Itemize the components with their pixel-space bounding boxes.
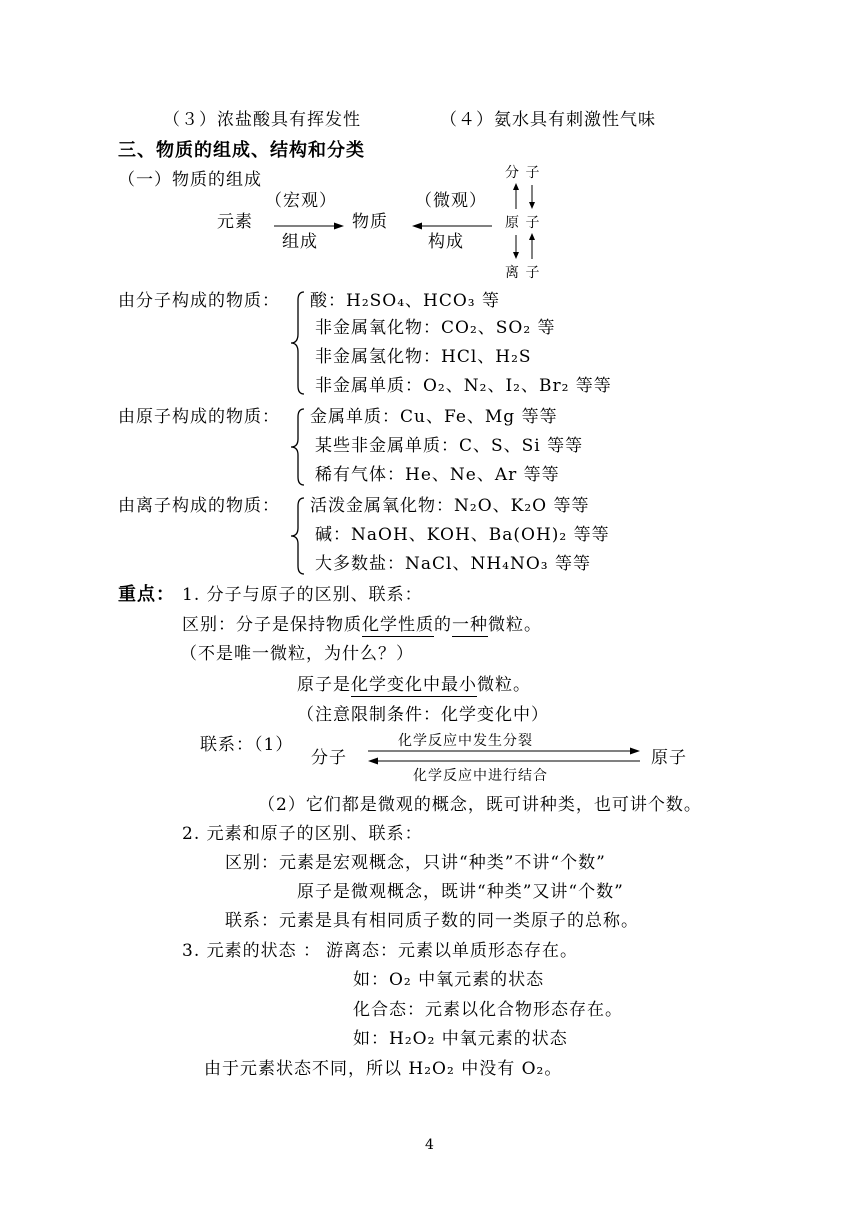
diagram-macro: （宏观） bbox=[265, 191, 337, 211]
diff-underline-1: 化学性质 bbox=[362, 615, 434, 635]
link-atom: 原子 bbox=[651, 748, 687, 768]
atom-definition bbox=[297, 675, 531, 695]
subsection-title: （一）物质的组成 bbox=[118, 170, 262, 190]
compose-arrow bbox=[274, 221, 344, 231]
section-title: 三、物质的组成、结构和分类 bbox=[118, 140, 365, 161]
combined-state: 化合态：元素以化合物形态存在。 bbox=[353, 1000, 623, 1020]
item-3: （３）浓盐酸具有挥发性 bbox=[163, 110, 361, 130]
brace-molecule bbox=[288, 290, 306, 396]
key-point-3-title: 3. 元素的状态 ： bbox=[182, 941, 322, 961]
key-label: 重点： bbox=[118, 584, 175, 605]
diagram-molecule: 分 子 bbox=[505, 165, 541, 181]
diff-mid: 的 bbox=[434, 615, 452, 635]
diagram-compose: 组成 bbox=[282, 232, 318, 252]
item-4: （４）氨水具有刺激性气味 bbox=[440, 110, 656, 130]
reaction-arrows bbox=[368, 746, 640, 766]
diagram-ion: 离 子 bbox=[505, 265, 541, 281]
atom-ion-arrows bbox=[510, 233, 540, 263]
molecule-definition bbox=[182, 615, 542, 635]
atom-difference: 原子是微观概念，既讲“种类”又讲“个数” bbox=[297, 882, 624, 902]
atom-item-nonmetal: 某些非金属单质：C、S、Si 等等 bbox=[315, 436, 584, 456]
atom-suffix: 微粒。 bbox=[477, 675, 531, 695]
diagram-element: 元素 bbox=[217, 212, 253, 232]
page-number: 4 bbox=[425, 1137, 435, 1153]
molecule-item-acid: 酸：H₂SO₄、HCO₃ 等 bbox=[310, 291, 501, 311]
atom-underline: 化学变化中最小 bbox=[351, 675, 477, 695]
atom-prefix: 原子是 bbox=[297, 675, 351, 695]
diff-prefix: 区别：分子是保持物质 bbox=[182, 615, 362, 635]
not-unique-note: （不是唯一微粒，为什么？） bbox=[180, 644, 414, 664]
ion-item-salt: 大多数盐：NaCl、NH₄NO₃ 等等 bbox=[315, 554, 592, 574]
diff-underline-2: 一种 bbox=[452, 615, 488, 635]
key-point-2-title: 2. 元素和原子的区别、联系： bbox=[182, 824, 423, 844]
diagram-atom: 原 子 bbox=[505, 215, 541, 231]
combined-state-example: 如：H₂O₂ 中氧元素的状态 bbox=[353, 1029, 568, 1049]
molecule-item-hydride: 非金属氢化物：HCl、H₂S bbox=[315, 347, 532, 367]
link-2: （2）它们都是微观的概念，既可讲种类，也可讲个数。 bbox=[258, 795, 702, 815]
molecule-item-elemental: 非金属单质：O₂、N₂、I₂、Br₂ 等等 bbox=[315, 376, 612, 396]
link-molecule: 分子 bbox=[311, 748, 347, 768]
ion-item-oxide: 活泼金属氧化物：N₂O、K₂O 等等 bbox=[310, 496, 590, 516]
conclusion: 由于元素状态不同，所以 H₂O₂ 中没有 O₂。 bbox=[204, 1059, 563, 1079]
link-label: 联系：（1） bbox=[200, 735, 294, 755]
diff-suffix: 微粒。 bbox=[488, 615, 542, 635]
ion-item-base: 碱：NaOH、KOH、Ba(OH)₂ 等等 bbox=[315, 525, 610, 545]
construct-arrow bbox=[412, 221, 492, 231]
atom-item-metal: 金属单质：Cu、Fe、Mg 等等 bbox=[310, 407, 558, 427]
molecule-atom-arrows bbox=[510, 183, 540, 213]
by-atom-label: 由原子构成的物质： bbox=[118, 407, 280, 427]
free-state-example: 如：O₂ 中氧元素的状态 bbox=[353, 970, 545, 990]
molecule-item-oxide: 非金属氧化物：CO₂、SO₂ 等 bbox=[315, 318, 556, 338]
element-link: 联系：元素是具有相同质子数的同一类原子的总称。 bbox=[225, 911, 639, 931]
free-state: 游离态：元素以单质形态存在。 bbox=[326, 941, 578, 961]
limit-note: （注意限制条件：化学变化中） bbox=[297, 705, 549, 725]
diagram-micro: （微观） bbox=[415, 191, 487, 211]
arrow-top-label: 化学反应中发生分裂 bbox=[398, 733, 533, 749]
brace-ion bbox=[288, 496, 306, 576]
by-ion-label: 由离子构成的物质： bbox=[118, 496, 280, 516]
by-molecule-label: 由分子构成的物质： bbox=[118, 291, 280, 311]
arrow-bottom-label: 化学反应中进行结合 bbox=[413, 768, 548, 784]
diagram-substance: 物质 bbox=[352, 212, 388, 232]
atom-item-noble-gas: 稀有气体：He、Ne、Ar 等等 bbox=[315, 465, 560, 485]
brace-atom bbox=[288, 407, 306, 487]
key-point-1-title: 1. 分子与原子的区别、联系： bbox=[182, 585, 423, 605]
diagram-construct: 构成 bbox=[428, 232, 464, 252]
element-difference: 区别：元素是宏观概念，只讲“种类”不讲“个数” bbox=[225, 853, 606, 873]
